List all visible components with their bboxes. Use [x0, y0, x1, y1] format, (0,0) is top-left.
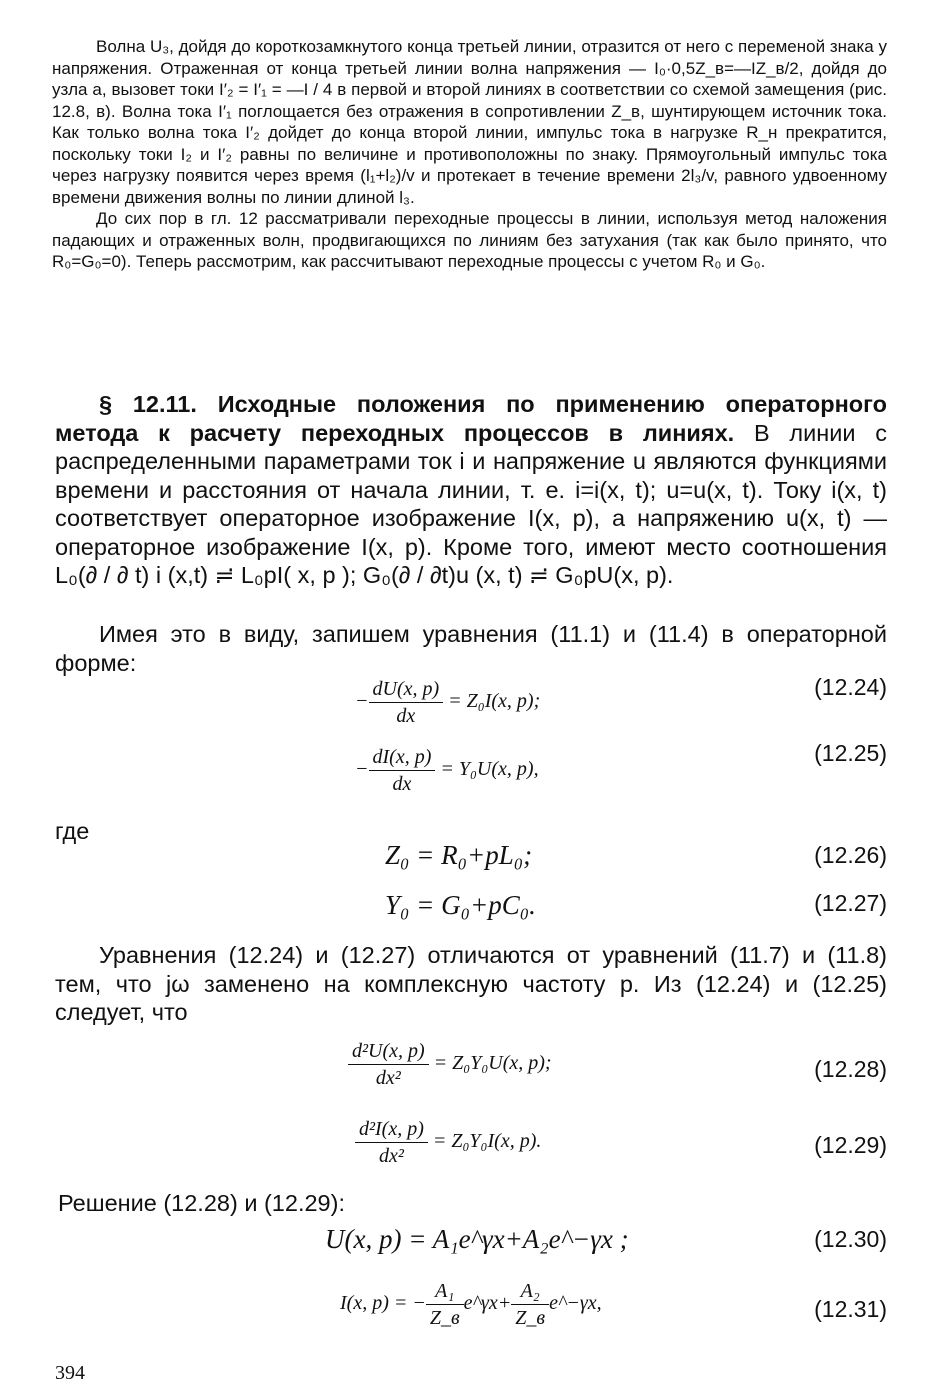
eq28-denominator: dx²	[375, 1067, 401, 1089]
eq31-frac1-den: Z_в	[429, 1307, 460, 1329]
eq31-lhs: I(x, p) =	[340, 1292, 413, 1315]
section-body: В линии с распределенными параметрами ток i и напряжение u являются функциями времени и расстояния от начала линии, т. е. i=i(x, t); u=u(x, t). Току i(x, t) соответствует операторное изображение I(x, p), а напряжению u(x, t) — операторное изображение I(x, p). Кроме того, имеют место соотношения L₀(∂ / ∂ t) i (x,t) ≓ L₀pI( x, p ); G₀(∂ / ∂t)u (x, t) ≓ G₀pU(x, p).	[55, 419, 888, 588]
eq31-frac2-den: Z_в	[515, 1307, 546, 1329]
equation-12-30: U(x, p) = A₁e^γx+A₂e^−γx ;	[325, 1224, 629, 1254]
intro-eq-block	[55, 620, 887, 677]
eq-label-12-27: (12.27)	[814, 890, 887, 916]
eq-label-12-26: (12.26)	[814, 842, 887, 868]
eq31-mid: e^γx+	[463, 1292, 512, 1315]
page-number: 394	[55, 1362, 85, 1384]
equation-12-24: − $\frac{dU(x, p)}{dx}$ = Z₀I(x, p);	[355, 678, 541, 727]
eq31-frac1-num: A₁	[426, 1278, 464, 1305]
eq31-tail: e^−γx,	[549, 1292, 602, 1315]
eq28-numerator: d²U(x, p)	[348, 1038, 429, 1065]
eq-label-12-25: (12.25)	[814, 740, 887, 766]
after-eq27-block	[55, 941, 887, 1027]
section-12-11	[55, 390, 887, 590]
eq-label-12-24: (12.24)	[814, 674, 887, 700]
eq-label-12-30: (12.30)	[814, 1226, 887, 1252]
eq25-rhs: = Y₀U(x, p),	[440, 758, 539, 781]
where-word: где	[55, 818, 90, 844]
eq31-frac2-num: A₂	[511, 1278, 549, 1305]
eq-label-12-28: (12.28)	[814, 1056, 887, 1082]
eq28-rhs: = Z₀Y₀U(x, p);	[433, 1052, 552, 1075]
equation-12-28	[348, 1038, 552, 1091]
eq29-numerator: d²I(x, p)	[355, 1116, 428, 1143]
eq25-numerator: dI(x, p)	[369, 744, 436, 771]
section-heading: § 12.11. Исходные положения по применению операторного метода к расчету переходных процессов в линиях.	[55, 391, 887, 446]
after-eq27-text: Уравнения (12.24) и (12.27) отличаются от уравнений (11.7) и (11.8) тем, что jω заменено на комплексную частоту p. Из (12.24) и (12.25) следует, что	[55, 942, 887, 1025]
paragraph-transition: До сих пор в гл. 12 рассматривали переходные процессы в линии, используя метод наложения падающих и отраженных волн, продвигающихся по линиям без затухания (так как было принято, что R₀=G₀=0). Теперь рассмотрим, как рассчитывают переходные процессы с учетом R₀ и G₀.	[52, 209, 887, 271]
equation-12-29	[355, 1116, 541, 1169]
equation-12-27: Y₀ = G₀+pC₀.	[385, 890, 536, 920]
eq29-denominator: dx²	[378, 1145, 404, 1167]
eq24-rhs: = Z₀I(x, p);	[448, 690, 541, 713]
eq24-numerator: dU(x, p)	[369, 676, 444, 703]
eq29-rhs: = Z₀Y₀I(x, p).	[432, 1130, 542, 1153]
paragraph-wave-reflection: Волна U₃, дойдя до короткозамкнутого конца третьей линии, отразится от него с переменой знака у напряжения. Отраженная от конца третьей линии волна напряжения — I₀·0,5Z_в=—IZ_в/2, дойдя до узла a, вызовет токи I′₂ = I′₁ = —I / 4 в первой и второй линиях в соответствии со схемой замещения (рис. 12.8, в). Волна тока I′₁ поглощается без отражения в сопротивлении Z_в, шунтирующем источник тока. Как только волна тока I′₂ дойдет до конца второй линии, импульс тока в нагрузке R_н прекратится, поскольку токи I₂ и I′₂ равны по величине и противоположны по знаку. Прямоугольный импульс тока через нагрузку появится через время (l₁+l₂)/v и протекает в течение времени 2l₃/v, равного удвоенному времени движения волны по линии длиной l₃.	[52, 37, 887, 207]
top-text-block	[52, 36, 887, 273]
eq-label-12-29: (12.29)	[814, 1132, 887, 1158]
eq-label-12-31: (12.31)	[814, 1296, 887, 1322]
solution-label: Решение (12.28) и (12.29):	[58, 1190, 345, 1216]
eq25-denominator: dx	[392, 773, 412, 795]
equation-12-25: − $\frac{dI(x, p)}{dx}$ = Y₀U(x, p),	[355, 746, 539, 795]
eq24-denominator: dx	[396, 705, 416, 727]
intro-eq-text: Имея это в виду, запишем уравнения (11.1) и (11.4) в операторной форме:	[55, 621, 887, 676]
equation-12-26: Z₀ = R₀+pL₀;	[385, 840, 533, 870]
equation-12-31: I(x, p) = − $\frac{\text{A₁}}{Z\_в}$ e^γx+ $\frac{\text{A₂}}{Z\_в}$ e^−γx,	[340, 1280, 602, 1329]
